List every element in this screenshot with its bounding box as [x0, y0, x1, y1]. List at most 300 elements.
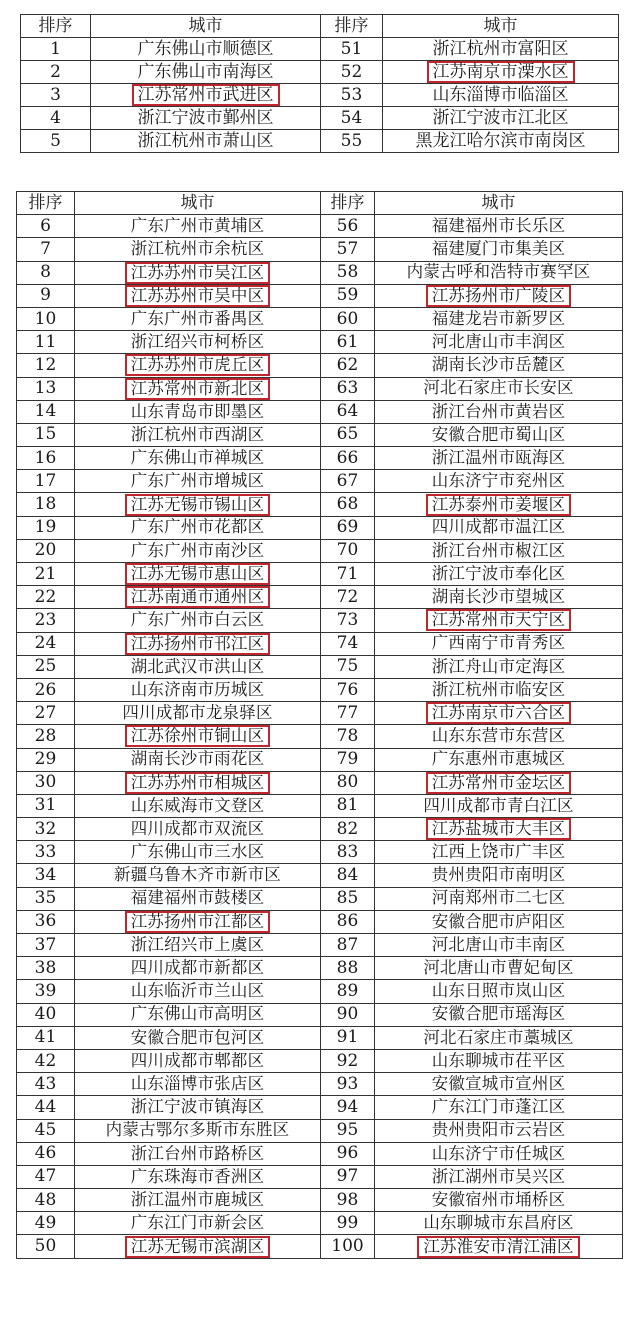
city-name: 河北石家庄市长安区: [423, 378, 574, 398]
rank-cell: 28: [17, 725, 75, 748]
city-name: 广东江门市新会区: [130, 1213, 265, 1233]
rank-cell: 58: [321, 261, 375, 284]
table-row: [17, 1003, 623, 1026]
city-cell: [375, 910, 623, 933]
city-name: 山东青岛市即墨区: [130, 401, 265, 421]
city-cell: [75, 771, 321, 794]
rank-cell: 99: [321, 1212, 375, 1235]
city-name: 浙江舟山市定海区: [431, 656, 566, 676]
rank-cell: 33: [17, 841, 75, 864]
city-cell: [375, 261, 623, 284]
city-name: 广东广州市白云区: [130, 610, 265, 630]
rank-cell: 93: [321, 1073, 375, 1096]
city-cell: [75, 354, 321, 377]
city-cell: [375, 516, 623, 539]
city-cell: [383, 61, 619, 84]
highlighted-city: 江苏苏州市相城区: [125, 772, 271, 794]
city-cell: [375, 238, 623, 261]
city-name: 浙江绍兴市柯桥区: [130, 331, 265, 351]
city-cell: [375, 563, 623, 586]
city-cell: [383, 107, 619, 130]
rank-cell: 32: [17, 818, 75, 841]
highlighted-city: 江苏苏州市虎丘区: [125, 354, 271, 376]
rank-cell: 95: [321, 1119, 375, 1142]
city-name: 浙江台州市椒江区: [431, 540, 566, 560]
rank-cell: 62: [321, 354, 375, 377]
table-row: [17, 818, 623, 841]
rank-cell: 82: [321, 818, 375, 841]
city-cell: [75, 748, 321, 771]
header-row: [17, 192, 623, 215]
rank-cell: 24: [17, 632, 75, 655]
city-name: 河北唐山市丰润区: [431, 331, 566, 351]
city-name: 浙江杭州市临安区: [431, 679, 566, 699]
city-name: 浙江杭州市余杭区: [130, 239, 265, 259]
city-name: 河北唐山市曹妃甸区: [423, 958, 574, 978]
table-row: [17, 331, 623, 354]
highlighted-city: 江苏常州市新北区: [125, 378, 271, 400]
rank-cell: 16: [17, 447, 75, 470]
city-name: 广东江门市蓬江区: [431, 1097, 566, 1117]
city-cell: [375, 1235, 623, 1258]
highlighted-city: 江苏淮安市清江浦区: [417, 1236, 579, 1258]
city-cell: [375, 1073, 623, 1096]
city-name: 安徽宿州市埇桥区: [431, 1189, 566, 1209]
city-name: 广东佛山市高明区: [130, 1004, 265, 1024]
rank-cell: 65: [321, 423, 375, 446]
city-cell: [375, 1003, 623, 1026]
rank-cell: 87: [321, 934, 375, 957]
highlighted-city: 江苏泰州市姜堰区: [426, 494, 572, 516]
highlighted-city: 江苏南京市六合区: [426, 702, 572, 724]
city-name: 广东广州市增城区: [130, 471, 265, 491]
rank-cell: 27: [17, 702, 75, 725]
table-row: [21, 38, 619, 61]
city-cell: [383, 84, 619, 107]
rank-cell: 9: [17, 284, 75, 307]
city-name: 黑龙江哈尔滨市南岗区: [415, 130, 586, 151]
rank-cell: 20: [17, 539, 75, 562]
city-cell: [375, 794, 623, 817]
table-row: [17, 980, 623, 1003]
city-cell: [375, 841, 623, 864]
city-name: 浙江绍兴市上虞区: [130, 934, 265, 954]
city-cell: [375, 1189, 623, 1212]
city-cell: [375, 1119, 623, 1142]
city-cell: [75, 331, 321, 354]
city-cell: [75, 980, 321, 1003]
city-cell: [75, 910, 321, 933]
rank-cell: 66: [321, 447, 375, 470]
city-cell: [91, 107, 321, 130]
city-cell: [75, 887, 321, 910]
table-row: [17, 238, 623, 261]
rank-cell: 21: [17, 563, 75, 586]
city-name: 四川成都市新都区: [130, 958, 265, 978]
rank-cell: 30: [17, 771, 75, 794]
rank-cell: 72: [321, 586, 375, 609]
city-name: 山东淄博市张店区: [130, 1073, 265, 1093]
city-cell: [75, 1189, 321, 1212]
city-cell: [75, 516, 321, 539]
table-row: [17, 748, 623, 771]
rank-cell: 67: [321, 470, 375, 493]
city-cell: [375, 934, 623, 957]
table-row: [17, 1049, 623, 1072]
rank-cell: 73: [321, 609, 375, 632]
rank-cell: 4: [21, 107, 91, 130]
city-cell: [91, 130, 321, 153]
city-cell: [75, 238, 321, 261]
highlighted-city: 江苏常州市武进区: [132, 84, 280, 106]
city-cell: [375, 400, 623, 423]
rank-cell: 46: [17, 1142, 75, 1165]
table-row: [17, 1235, 623, 1258]
table-row: [17, 609, 623, 632]
city-name: 浙江宁波市鄞州区: [137, 107, 274, 128]
rank-cell: 86: [321, 910, 375, 933]
city-cell: [375, 1026, 623, 1049]
city-name: 山东威海市文登区: [130, 795, 265, 815]
rank-cell: 96: [321, 1142, 375, 1165]
table-row: [17, 1026, 623, 1049]
highlighted-city: 江苏无锡市惠山区: [125, 563, 271, 585]
city-cell: [375, 725, 623, 748]
table-row: [17, 887, 623, 910]
city-name: 福建福州市长乐区: [431, 216, 566, 236]
rank-cell: 100: [321, 1235, 375, 1258]
rank-cell: 1: [21, 38, 91, 61]
table-row: [17, 354, 623, 377]
city-name: 山东济南市历城区: [130, 679, 265, 699]
city-cell: [375, 1096, 623, 1119]
highlighted-city: 江苏扬州市广陵区: [426, 285, 572, 307]
rank-cell: 36: [17, 910, 75, 933]
city-cell: [75, 655, 321, 678]
city-cell: [375, 377, 623, 400]
rank-cell: 47: [17, 1165, 75, 1188]
rank-cell: 2: [21, 61, 91, 84]
city-cell: [75, 1073, 321, 1096]
rank-cell: 48: [17, 1189, 75, 1212]
city-cell: [375, 957, 623, 980]
city-name: 安徽合肥市包河区: [130, 1027, 265, 1047]
table-row: [17, 910, 623, 933]
rank-cell: 89: [321, 980, 375, 1003]
city-name: 四川成都市青白江区: [423, 795, 574, 815]
highlighted-city: 江苏南京市溧水区: [427, 61, 575, 83]
city-cell: [375, 864, 623, 887]
rank-cell: 70: [321, 539, 375, 562]
city-name: 福建厦门市集美区: [431, 239, 566, 259]
city-header: 城市: [75, 192, 321, 215]
city-name: 浙江杭州市富阳区: [432, 38, 569, 59]
rank-cell: 8: [17, 261, 75, 284]
table-row: [17, 702, 623, 725]
city-name: 安徽合肥市瑶海区: [431, 1004, 566, 1024]
city-cell: [75, 794, 321, 817]
rank-cell: 29: [17, 748, 75, 771]
rank-cell: 92: [321, 1049, 375, 1072]
city-name: 浙江台州市路桥区: [130, 1143, 265, 1163]
city-cell: [75, 470, 321, 493]
city-cell: [75, 957, 321, 980]
table-row: [17, 934, 623, 957]
rank-cell: 25: [17, 655, 75, 678]
city-cell: [375, 307, 623, 330]
table-row: [17, 470, 623, 493]
rank-cell: 18: [17, 493, 75, 516]
rank-cell: 84: [321, 864, 375, 887]
rank-cell: 75: [321, 655, 375, 678]
city-header: 城市: [375, 192, 623, 215]
table-row: [17, 725, 623, 748]
header-row: [21, 15, 619, 38]
city-cell: [75, 1096, 321, 1119]
city-name: 广东广州市黄埔区: [130, 216, 265, 236]
city-name: 新疆乌鲁木齐市新市区: [114, 865, 281, 885]
city-name: 河北唐山市丰南区: [431, 934, 566, 954]
table-body: [21, 38, 619, 153]
rank-cell: 77: [321, 702, 375, 725]
table-row: [17, 1142, 623, 1165]
table-row: [17, 794, 623, 817]
city-cell: [75, 678, 321, 701]
city-name: 浙江宁波市江北区: [432, 107, 569, 128]
highlighted-city: 江苏徐州市铜山区: [125, 725, 271, 747]
city-cell: [375, 1142, 623, 1165]
city-name: 山东淄博市临淄区: [432, 84, 569, 105]
city-name: 山东临沂市兰山区: [130, 981, 265, 1001]
rank-cell: 90: [321, 1003, 375, 1026]
table-row: [21, 107, 619, 130]
city-name: 福建福州市鼓楼区: [130, 888, 265, 908]
city-cell: [375, 586, 623, 609]
city-cell: [75, 586, 321, 609]
city-cell: [75, 1026, 321, 1049]
city-cell: [75, 563, 321, 586]
city-cell: [375, 215, 623, 238]
rank-cell: 17: [17, 470, 75, 493]
city-cell: [375, 1049, 623, 1072]
table-row: [17, 632, 623, 655]
highlighted-city: 江苏常州市天宁区: [426, 609, 572, 631]
city-name: 浙江宁波市镇海区: [130, 1097, 265, 1117]
city-name: 广东广州市花都区: [130, 517, 265, 537]
rank-cell: 45: [17, 1119, 75, 1142]
rank-cell: 31: [17, 794, 75, 817]
rank-cell: 40: [17, 1003, 75, 1026]
city-cell: [75, 423, 321, 446]
rank-cell: 5: [21, 130, 91, 153]
city-name: 山东济宁市兖州区: [431, 471, 566, 491]
rank-cell: 39: [17, 980, 75, 1003]
rank-cell: 12: [17, 354, 75, 377]
city-cell: [75, 609, 321, 632]
table-row: [17, 1165, 623, 1188]
highlighted-city: 江苏无锡市滨湖区: [125, 1236, 271, 1258]
city-cell: [375, 748, 623, 771]
city-name: 广东佛山市南海区: [137, 61, 274, 82]
table-row: [17, 655, 623, 678]
city-name: 广东广州市番禺区: [130, 308, 265, 328]
city-cell: [75, 215, 321, 238]
city-cell: [375, 887, 623, 910]
rank-cell: 23: [17, 609, 75, 632]
city-cell: [75, 1003, 321, 1026]
rank-cell: 43: [17, 1073, 75, 1096]
rank-cell: 51: [321, 38, 383, 61]
rank-cell: 83: [321, 841, 375, 864]
rank-cell: 79: [321, 748, 375, 771]
city-name: 广东珠海市香洲区: [130, 1166, 265, 1186]
city-cell: [75, 934, 321, 957]
ranking-table-top: [20, 14, 619, 153]
city-cell: [75, 1235, 321, 1258]
highlighted-city: 江苏常州市金坛区: [426, 772, 572, 794]
highlighted-city: 江苏苏州市吴江区: [125, 262, 271, 284]
rank-cell: 60: [321, 307, 375, 330]
city-name: 浙江温州市鹿城区: [130, 1189, 265, 1209]
highlighted-city: 江苏南通市通州区: [125, 586, 271, 608]
table-row: [17, 678, 623, 701]
rank-header: 排序: [21, 15, 91, 38]
rank-cell: 94: [321, 1096, 375, 1119]
rank-cell: 69: [321, 516, 375, 539]
rank-cell: 53: [321, 84, 383, 107]
rank-cell: 68: [321, 493, 375, 516]
rank-cell: 13: [17, 377, 75, 400]
table-row: [17, 447, 623, 470]
city-cell: [375, 678, 623, 701]
city-name: 内蒙古鄂尔多斯市东胜区: [105, 1120, 290, 1140]
city-cell: [75, 377, 321, 400]
rank-cell: 49: [17, 1212, 75, 1235]
highlighted-city: 江苏扬州市江都区: [125, 911, 271, 933]
city-cell: [75, 632, 321, 655]
city-name: 福建龙岩市新罗区: [431, 308, 566, 328]
city-cell: [375, 632, 623, 655]
rank-cell: 15: [17, 423, 75, 446]
city-cell: [75, 447, 321, 470]
city-cell: [383, 130, 619, 153]
rank-cell: 7: [17, 238, 75, 261]
table-row: [17, 1073, 623, 1096]
rank-cell: 91: [321, 1026, 375, 1049]
city-cell: [75, 864, 321, 887]
city-name: 四川成都市温江区: [431, 517, 566, 537]
rank-cell: 22: [17, 586, 75, 609]
ranking-table-main: [16, 191, 623, 1259]
city-cell: [75, 307, 321, 330]
table-row: [17, 307, 623, 330]
city-cell: [75, 1049, 321, 1072]
highlighted-city: 江苏苏州市吴中区: [125, 285, 271, 307]
rank-cell: 10: [17, 307, 75, 330]
table-row: [17, 400, 623, 423]
rank-cell: 26: [17, 678, 75, 701]
city-cell: [375, 447, 623, 470]
city-name: 内蒙古呼和浩特市赛罕区: [406, 262, 591, 282]
table-row: [21, 84, 619, 107]
rank-cell: 56: [321, 215, 375, 238]
table-row: [17, 957, 623, 980]
table-row: [17, 841, 623, 864]
city-cell: [75, 702, 321, 725]
city-name: 湖北武汉市洪山区: [130, 656, 265, 676]
city-cell: [375, 423, 623, 446]
highlighted-city: 江苏盐城市大丰区: [426, 818, 572, 840]
table-row: [17, 563, 623, 586]
city-cell: [375, 771, 623, 794]
table-row: [17, 516, 623, 539]
rank-cell: 38: [17, 957, 75, 980]
rank-cell: 59: [321, 284, 375, 307]
city-name: 广东佛山市禅城区: [130, 447, 265, 467]
city-name: 广东佛山市顺德区: [137, 38, 274, 59]
city-name: 广西南宁市青秀区: [431, 633, 566, 653]
city-cell: [75, 493, 321, 516]
city-name: 广东佛山市三水区: [130, 842, 265, 862]
city-name: 浙江台州市黄岩区: [431, 401, 566, 421]
city-name: 湖南长沙市岳麓区: [431, 355, 566, 375]
city-cell: [375, 980, 623, 1003]
city-cell: [75, 1119, 321, 1142]
rank-cell: 63: [321, 377, 375, 400]
city-name: 四川成都市龙泉驿区: [122, 702, 273, 722]
highlighted-city: 江苏无锡市锡山区: [125, 494, 271, 516]
table-row: [17, 377, 623, 400]
rank-cell: 34: [17, 864, 75, 887]
rank-cell: 64: [321, 400, 375, 423]
city-cell: [375, 470, 623, 493]
rank-cell: 3: [21, 84, 91, 107]
city-name: 安徽合肥市庐阳区: [431, 911, 566, 931]
rank-cell: 78: [321, 725, 375, 748]
city-cell: [383, 38, 619, 61]
rank-cell: 88: [321, 957, 375, 980]
rank-header: 排序: [321, 192, 375, 215]
city-cell: [375, 655, 623, 678]
city-cell: [75, 1142, 321, 1165]
city-cell: [75, 725, 321, 748]
rank-cell: 42: [17, 1049, 75, 1072]
rank-cell: 52: [321, 61, 383, 84]
city-cell: [375, 818, 623, 841]
city-name: 山东日照市岚山区: [431, 981, 566, 1001]
city-cell: [375, 354, 623, 377]
table-row: [21, 61, 619, 84]
table-body: [17, 215, 623, 1258]
city-cell: [75, 1212, 321, 1235]
rank-cell: 41: [17, 1026, 75, 1049]
table-row: [17, 1119, 623, 1142]
rank-cell: 81: [321, 794, 375, 817]
city-name: 山东东营市东营区: [431, 726, 566, 746]
city-name: 四川成都市双流区: [130, 818, 265, 838]
table-row: [17, 539, 623, 562]
city-name: 安徽宣城市宣州区: [431, 1073, 566, 1093]
city-name: 湖南长沙市望城区: [431, 587, 566, 607]
city-cell: [75, 841, 321, 864]
city-cell: [75, 818, 321, 841]
city-name: 四川成都市郫都区: [130, 1050, 265, 1070]
city-name: 广东广州市南沙区: [130, 540, 265, 560]
rank-cell: 6: [17, 215, 75, 238]
table-row: [17, 864, 623, 887]
city-cell: [375, 1165, 623, 1188]
table-row: [17, 284, 623, 307]
